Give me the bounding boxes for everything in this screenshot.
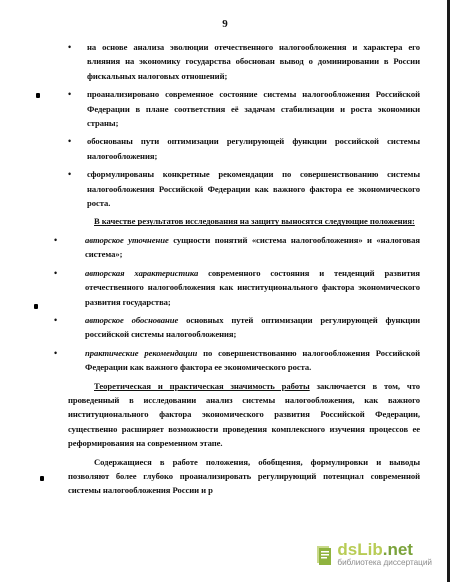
- margin-mark: [40, 476, 44, 481]
- watermark-title: dsLib.net: [337, 540, 413, 559]
- list-item: • сформулированы конкретные рекомендации по совершенствованию системы налогообложения Российской Федерации как важного фактора ее экономического роста.: [68, 169, 420, 209]
- bullet-icon: •: [54, 267, 58, 278]
- list-item: • обоснованы пути оптимизации регулирующей функции российской системы налогообложения;: [68, 136, 420, 161]
- book-logo-icon: [315, 544, 333, 566]
- bullet-icon: •: [54, 347, 58, 358]
- margin-mark: [36, 93, 40, 98]
- closing-paragraph: Содержащиеся в работе положения, обобщения, формулировки и выводы позволяют более глубоко проанализировать регулирующий потенциал современной системы налогообложения России и р: [68, 456, 420, 496]
- bullet-icon: •: [54, 234, 58, 245]
- bullet-icon: •: [68, 89, 72, 100]
- dslib-watermark[interactable]: [311, 539, 436, 570]
- list-item: • авторская характеристика современного состояния и тенденций развития отечественного налогообложения как институционального фактора экономического развития государства;: [54, 267, 420, 307]
- list-item: • авторское уточнение сущности понятий «система налогообложения» и «налоговая система»;: [54, 234, 420, 260]
- list-item: • практические рекомендации по совершенствованию налогообложения Российской Федерации как важного фактора ее экономического роста.: [54, 347, 420, 373]
- significance-paragraph: Теоретическая и практическая значимость работы заключается в том, что проведенный в исследовании анализ системы налогообложения, как важного институционального фактора экономического развития Российской Федерации, существенно расширяет возможности проведения комплексного изучения процессов ее реформирования на современном этапе.: [68, 380, 420, 449]
- bullet-icon: •: [68, 169, 72, 180]
- page-number: 9: [222, 18, 228, 30]
- bullet-icon: •: [54, 314, 58, 325]
- defense-heading: В качестве результатов исследования на защиту выносятся следующие положения:: [94, 216, 415, 227]
- list-item: • авторское обоснование основных путей оптимизации регулирующей функции российской системы налогообложения;: [54, 314, 420, 340]
- watermark-subtitle: библиотека диссертаций: [337, 558, 432, 567]
- margin-mark: [34, 304, 38, 309]
- significance-heading: Теоретическая и практическая значимость работы: [94, 380, 310, 391]
- watermark-text: [337, 541, 432, 568]
- bullet-icon: •: [68, 42, 72, 52]
- document-body: [54, 40, 420, 502]
- list-item: • проанализировано современное состояние системы налогообложения Российской Федерации в плане соответствия её задачам стабилизации и роста экономики страны;: [68, 89, 420, 129]
- list-item: • на основе анализа эволюции отечественного налогообложения и характера его влияния на экономику государства обоснован вывод о доминировании в России фискальных налоговых отношений;: [68, 42, 420, 81]
- bullet-icon: •: [68, 136, 72, 147]
